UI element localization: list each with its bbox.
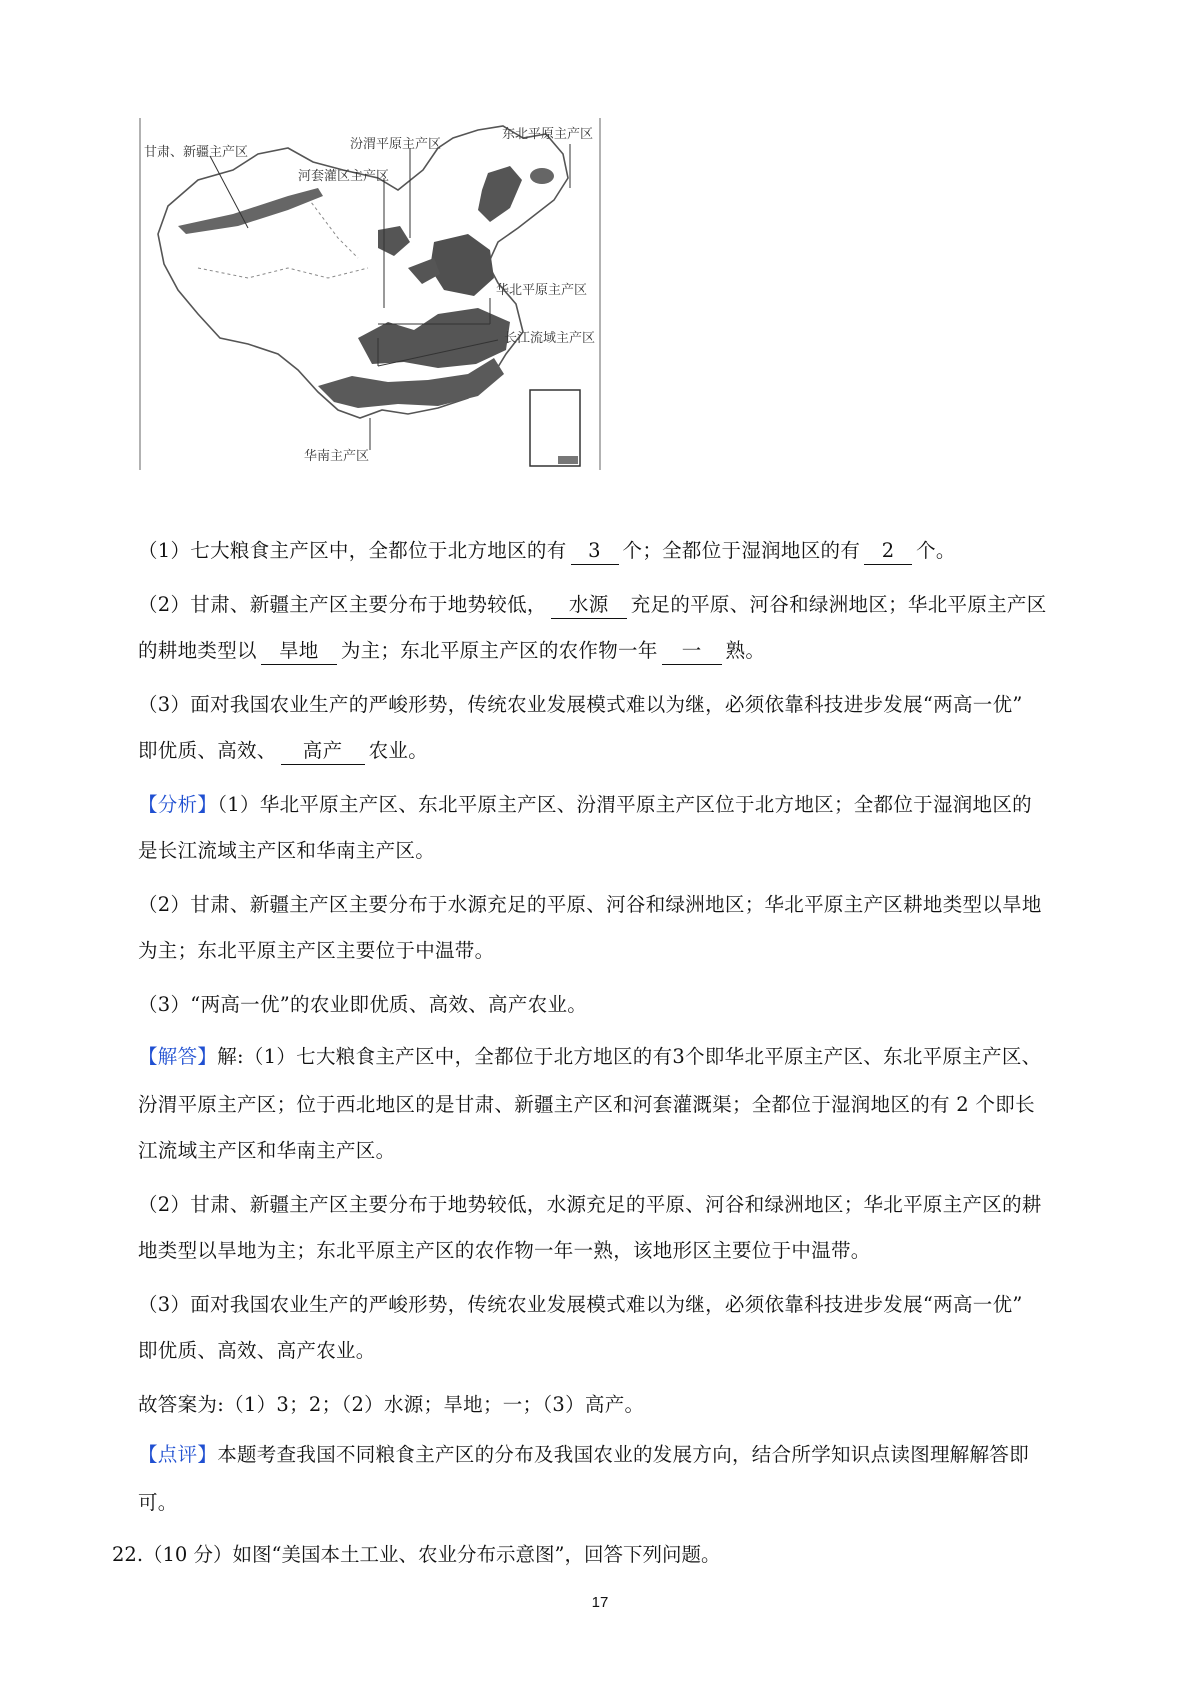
answer-text-1: 解:（1）七大粮食主产区中，全都位于北方地区的有3个即华北平原主产区、东北平原主产区、 [217, 1045, 1042, 1068]
q2-text-c: 的耕地类型以 [138, 639, 257, 662]
comment-line-2: 可。 [138, 1491, 178, 1514]
q2-line-2 [138, 629, 1098, 673]
q2-blank-2: 旱地 [261, 638, 337, 665]
q2-text-e: 熟。 [725, 639, 766, 662]
label-changjiang: 长江流域主产区 [504, 331, 596, 346]
q2-text-d: 为主；东北平原主产区的农作物一年 [340, 639, 658, 662]
grain-production-map [138, 118, 668, 516]
q1-blank-2: 2 [864, 538, 912, 565]
answer-line-1 [138, 1035, 1098, 1079]
label-fenwei: 汾渭平原主产区 [350, 137, 442, 152]
label-gansu-xinjiang: 甘肃、新疆主产区 [144, 145, 249, 160]
page-number: 17 [591, 1594, 609, 1611]
q1-text-c: 个。 [916, 539, 956, 562]
q1-text-b: 个；全都位于湿润地区的有 [622, 539, 861, 562]
answer-line-3: 江流域主产区和华南主产区。 [138, 1139, 396, 1162]
area-gansu-xinjiang [178, 188, 323, 234]
analysis-line-2: 是长江流域主产区和华南主产区。 [138, 839, 436, 862]
label-huabei: 华北平原主产区 [496, 283, 588, 298]
answer-line-5: 地类型以旱地为主；东北平原主产区的农作物一年一熟，该地形区主要位于中温带。 [138, 1239, 871, 1262]
q2-text-b: 充足的平原、河谷和绿洲地区；华北平原主产区 [630, 593, 1047, 616]
answer-line-2: 汾渭平原主产区；位于西北地区的是甘肃、新疆主产区和河套灌溉渠；全都位于湿润地区的有 2 个即长 [138, 1093, 1035, 1116]
q3-blank-1: 高产 [281, 738, 365, 765]
answer-line-4: （2）甘肃、新疆主产区主要分布于地势较低，水源充足的平原、河谷和绿洲地区；华北平原主产区的耕 [138, 1193, 1042, 1216]
q3-line-2 [138, 729, 1098, 773]
area-huabei [430, 234, 494, 296]
area-dongbei-2 [530, 168, 554, 184]
answer-final: 故答案为:（1）3；2；（2）水源；旱地；一；（3）高产。 [138, 1393, 645, 1416]
area-hetao [378, 226, 410, 256]
analysis-line-3: （2）甘肃、新疆主产区主要分布于水源充足的平原、河谷和绿洲地区；华北平原主产区耕地类型以旱地 [138, 893, 1042, 916]
q3-text-b: 农业。 [368, 739, 429, 762]
q2-line-1 [138, 583, 1098, 627]
q1-text-a: （1）七大粮食主产区中，全都位于北方地区的有 [138, 539, 567, 562]
analysis-line-4: 为主；东北平原主产区主要位于中温带。 [138, 939, 495, 962]
china-map-svg [138, 118, 668, 516]
analysis-tag: 【分析】 [138, 793, 218, 816]
area-dongbei [478, 166, 522, 222]
analysis-text-1: （1）华北平原主产区、东北平原主产区、汾渭平原主产区位于北方地区；全都位于湿润地区的 [217, 793, 1032, 816]
answer-line-6: （3）面对我国农业生产的严峻形势，传统农业发展模式难以为继，必须依靠科技进步发展“两高一优” [138, 1293, 1023, 1316]
comment-text-1: 本题考查我国不同粮食主产区的分布及我国农业的发展方向，结合所学知识点读图理解解答即 [217, 1443, 1030, 1466]
analysis-line-1 [138, 783, 1098, 827]
question-22-text: （10 分）如图“美国本土工业、农业分布示意图”，回答下列问题。 [143, 1543, 721, 1566]
answer-tag: 【解答】 [138, 1045, 218, 1068]
comment-tag: 【点评】 [138, 1443, 218, 1466]
q1-blank-1: 3 [571, 538, 619, 565]
label-dongbei: 东北平原主产区 [502, 127, 594, 142]
q2-blank-3: 一 [662, 638, 722, 665]
label-huanan: 华南主产区 [304, 449, 370, 464]
question-22-number: 22. [112, 1543, 144, 1566]
inset-box [530, 390, 580, 466]
area-changjiang [358, 308, 510, 368]
analysis-line-5: （3）“两高一优”的农业即优质、高效、高产农业。 [138, 993, 588, 1016]
q2-text-a: （2）甘肃、新疆主产区主要分布于地势较低， [138, 593, 547, 616]
area-fenwei [408, 258, 440, 284]
area-huanan [318, 358, 504, 408]
q2-blank-1: 水源 [551, 592, 627, 619]
q1-line [138, 529, 1098, 573]
label-hetao: 河套灌区主产区 [298, 169, 390, 184]
comment-line-1 [138, 1433, 1098, 1477]
q3-text-a: 即优质、高效、 [138, 739, 277, 762]
answer-line-7: 即优质、高效、高产农业。 [138, 1339, 376, 1362]
question-22 [112, 1533, 720, 1577]
q3-line-1: （3）面对我国农业生产的严峻形势，传统农业发展模式难以为继，必须依靠科技进步发展“两高一优” [138, 693, 1023, 716]
